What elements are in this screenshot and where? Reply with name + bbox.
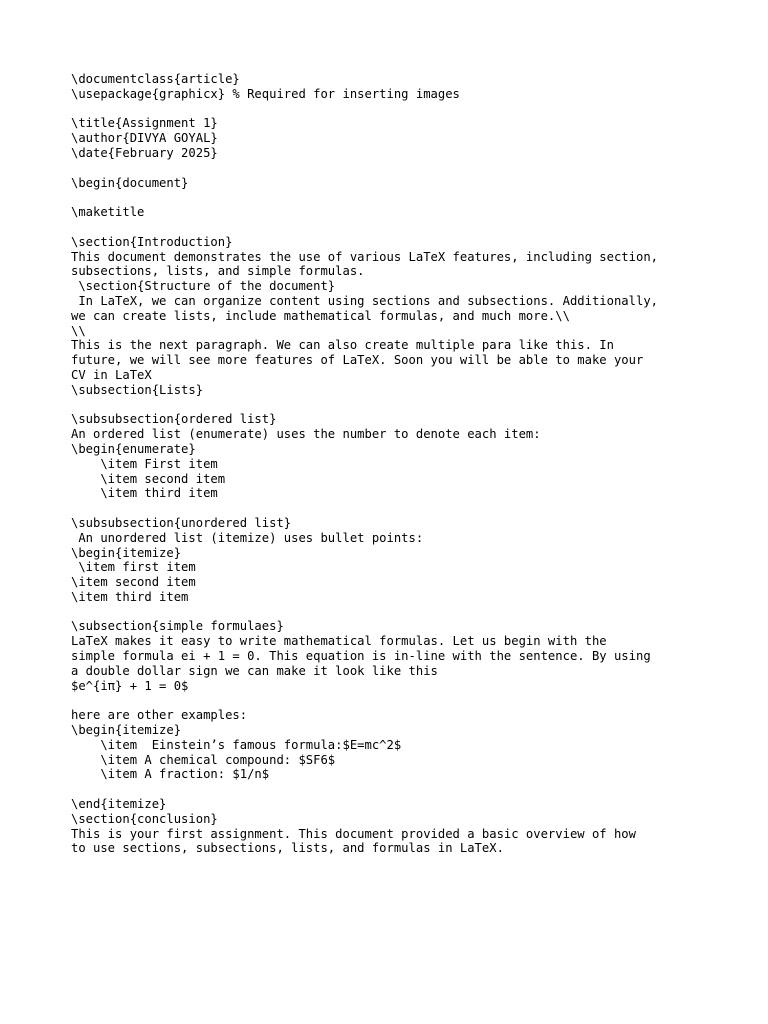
text-line: here are other examples:	[71, 708, 248, 723]
text-line	[71, 782, 761, 797]
text-line: subsections, lists, and simple formulas.	[71, 264, 365, 279]
text-line: simple formula ei + 1 = 0. This equation is in-line with the sentence. By using	[71, 649, 651, 664]
text-line: This is the next paragraph. We can also create multiple para like this. In	[71, 338, 614, 353]
text-line	[71, 102, 761, 117]
text-line: An unordered list (itemize) uses bullet points:	[71, 530, 424, 545]
text-line: \item First item	[71, 456, 218, 471]
text-line: \item third item	[71, 486, 218, 501]
text-line: This is your first assignment. This document provided a basic overview of how	[71, 826, 636, 841]
text-line: \date{February 2025}	[71, 145, 218, 160]
text-line: \maketitle	[71, 205, 145, 220]
text-line: \item second item	[71, 575, 196, 590]
text-line	[71, 398, 761, 413]
text-line: \\	[71, 323, 86, 338]
text-line: \subsection{Lists}	[71, 382, 204, 397]
text-line: we can create lists, include mathematical formulas, and much more.\\	[71, 308, 570, 323]
text-line	[71, 220, 761, 235]
text-line: \begin{itemize}	[71, 723, 182, 738]
text-line: \title{Assignment 1}	[71, 116, 218, 131]
text-line: \author{DIVYA GOYAL}	[71, 131, 218, 146]
text-line	[71, 501, 761, 516]
text-line: \begin{itemize}	[71, 545, 182, 560]
text-line: \item A fraction: $1/n$	[71, 767, 270, 782]
text-line: \subsection{simple formulaes}	[71, 619, 284, 634]
text-line: \section{Structure of the document}	[71, 279, 336, 294]
text-line: \documentclass{article}	[71, 72, 240, 86]
text-line: \usepackage{graphicx} % Required for inserting images	[71, 86, 460, 101]
text-line: \item Einstein’s famous formula:$E=mc^2$	[71, 737, 402, 752]
text-line: a double dollar sign we can make it look like this	[71, 663, 438, 678]
text-line: $e^{iπ} + 1 = 0$	[71, 678, 189, 693]
text-line: An ordered list (enumerate) uses the number to denote each item:	[71, 427, 541, 442]
text-line: \item second item	[71, 471, 226, 486]
text-line: CV in LaTeX	[71, 367, 152, 382]
text-line: \subsubsection{unordered list}	[71, 515, 292, 530]
text-line	[71, 161, 761, 176]
text-line: \section{Introduction}	[71, 234, 233, 249]
text-line: LaTeX makes it easy to write mathematical formulas. Let us begin with the	[71, 634, 607, 649]
text-line: \begin{document}	[71, 175, 189, 190]
text-line	[71, 693, 761, 708]
text-line: future, we will see more features of LaTeX. Soon you will be able to make your	[71, 353, 644, 368]
text-line: This document demonstrates the use of various LaTeX features, including section,	[71, 249, 658, 264]
text-line: \item first item	[71, 560, 196, 575]
text-line: to use sections, subsections, lists, and formulas in LaTeX.	[71, 841, 504, 856]
text-line: \item third item	[71, 589, 189, 604]
text-line	[71, 605, 761, 620]
text-line: \item A chemical compound: $SF6$	[71, 752, 336, 767]
text-line	[71, 190, 761, 205]
text-line: \subsubsection{ordered list}	[71, 412, 277, 427]
text-line: In LaTeX, we can organize content using sections and subsections. Additionally,	[71, 293, 658, 308]
document-body	[71, 72, 761, 856]
text-line: \end{itemize}	[71, 797, 167, 812]
text-line: \section{conclusion}	[71, 811, 218, 826]
text-line: \begin{enumerate}	[71, 441, 196, 456]
